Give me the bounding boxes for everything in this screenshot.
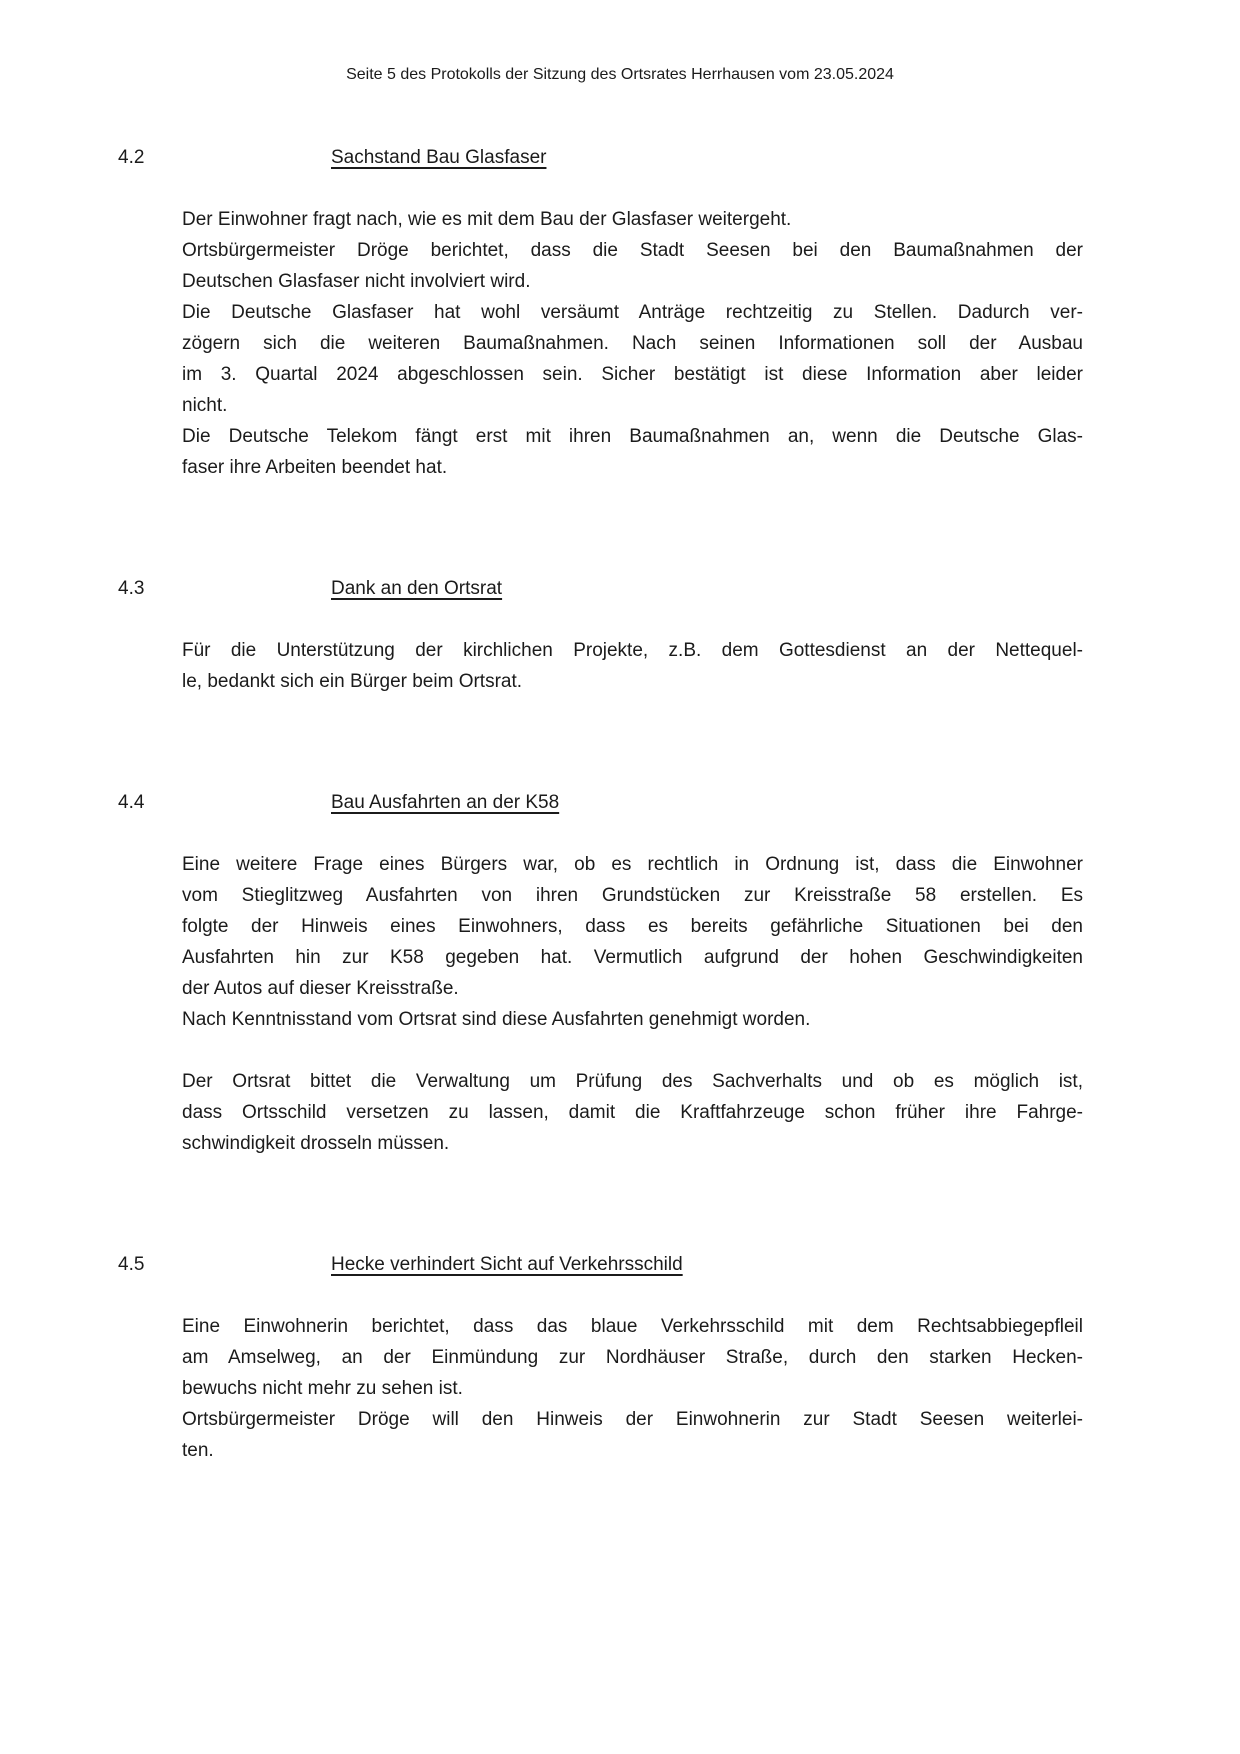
text-line: nicht. bbox=[182, 395, 228, 416]
paragraph bbox=[182, 1066, 1083, 1159]
section-number: 4.4 bbox=[118, 792, 145, 813]
text-line: Deutschen Glasfaser nicht involviert wird. bbox=[182, 271, 531, 292]
section-4-3 bbox=[0, 573, 1240, 697]
page-header: Seite 5 des Protokolls der Sitzung des Ortsrates Herrhausen vom 23.05.2024 bbox=[346, 66, 894, 83]
text-line: vom Stieglitzweg Ausfahrten von ihren Grundstücken zur Kreisstraße 58 erstellen. Es bbox=[182, 885, 1083, 906]
section-heading bbox=[0, 142, 1240, 173]
text-line: im 3. Quartal 2024 abgeschlossen sein. Sicher bestätigt ist diese Information aber leider bbox=[182, 364, 1083, 385]
section-heading bbox=[0, 573, 1240, 604]
paragraph bbox=[182, 1311, 1083, 1466]
text-line: ten. bbox=[182, 1440, 214, 1461]
section-title: Bau Ausfahrten an der K58 bbox=[331, 792, 560, 813]
text-line: bewuchs nicht mehr zu sehen ist. bbox=[182, 1378, 463, 1399]
section-heading bbox=[0, 787, 1240, 818]
text-line: Ortsbürgermeister Dröge will den Hinweis der Einwohnerin zur Stadt Seesen weiterlei- bbox=[182, 1409, 1083, 1430]
text-line: zögern sich die weiteren Baumaßnahmen. Nach seinen Informationen soll der Ausbau bbox=[182, 333, 1083, 354]
text-line: der Autos auf dieser Kreisstraße. bbox=[182, 978, 459, 999]
section-title: Hecke verhindert Sicht auf Verkehrsschild bbox=[331, 1254, 683, 1275]
text-line: Die Deutsche Telekom fängt erst mit ihren Baumaßnahmen an, wenn die Deutsche Glas- bbox=[182, 426, 1083, 447]
text-line: faser ihre Arbeiten beendet hat. bbox=[182, 457, 448, 478]
text-line: Ausfahrten hin zur K58 gegeben hat. Vermutlich aufgrund der hohen Geschwindigkeiten bbox=[182, 947, 1083, 968]
text-line: Eine weitere Frage eines Bürgers war, ob es rechtlich in Ordnung ist, dass die Einwohner bbox=[182, 854, 1083, 875]
text-line: schwindigkeit drosseln müssen. bbox=[182, 1133, 450, 1154]
section-4-5 bbox=[0, 1249, 1240, 1466]
text-line: Eine Einwohnerin berichtet, dass das blaue Verkehrsschild mit dem Rechtsabbiegepfleil bbox=[182, 1316, 1083, 1337]
text-line: Ortsbürgermeister Dröge berichtet, dass die Stadt Seesen bei den Baumaßnahmen der bbox=[182, 240, 1083, 261]
text-line: dass Ortsschild versetzen zu lassen, damit die Kraftfahrzeuge schon früher ihre Fahrge- bbox=[182, 1102, 1083, 1123]
section-number: 4.2 bbox=[118, 147, 145, 168]
section-4-4 bbox=[0, 787, 1240, 1159]
paragraph bbox=[182, 849, 1083, 1035]
section-number: 4.5 bbox=[118, 1254, 145, 1275]
text-line: Der Einwohner fragt nach, wie es mit dem Bau der Glasfaser weitergeht. bbox=[182, 209, 792, 230]
section-title: Sachstand Bau Glasfaser bbox=[331, 147, 547, 168]
text-line: le, bedankt sich ein Bürger beim Ortsrat. bbox=[182, 671, 523, 692]
text-line: Die Deutsche Glasfaser hat wohl versäumt Anträge rechtzeitig zu Stellen. Dadurch ver- bbox=[182, 302, 1083, 323]
section-4-2 bbox=[0, 142, 1240, 483]
paragraph bbox=[182, 204, 1083, 483]
text-line: am Amselweg, an der Einmündung zur Nordhäuser Straße, durch den starken Hecken- bbox=[182, 1347, 1083, 1368]
text-line: Nach Kenntnisstand vom Ortsrat sind diese Ausfahrten genehmigt worden. bbox=[182, 1009, 811, 1030]
text-line: Für die Unterstützung der kirchlichen Projekte, z.B. dem Gottesdienst an der Nettequel- bbox=[182, 640, 1083, 661]
section-heading bbox=[0, 1249, 1240, 1280]
text-line: folgte der Hinweis eines Einwohners, dass es bereits gefährliche Situationen bei den bbox=[182, 916, 1083, 937]
section-title: Dank an den Ortsrat bbox=[331, 578, 503, 599]
paragraph bbox=[182, 635, 1083, 697]
text-line: Der Ortsrat bittet die Verwaltung um Prüfung des Sachverhalts und ob es möglich ist, bbox=[182, 1071, 1083, 1092]
section-number: 4.3 bbox=[118, 578, 145, 599]
